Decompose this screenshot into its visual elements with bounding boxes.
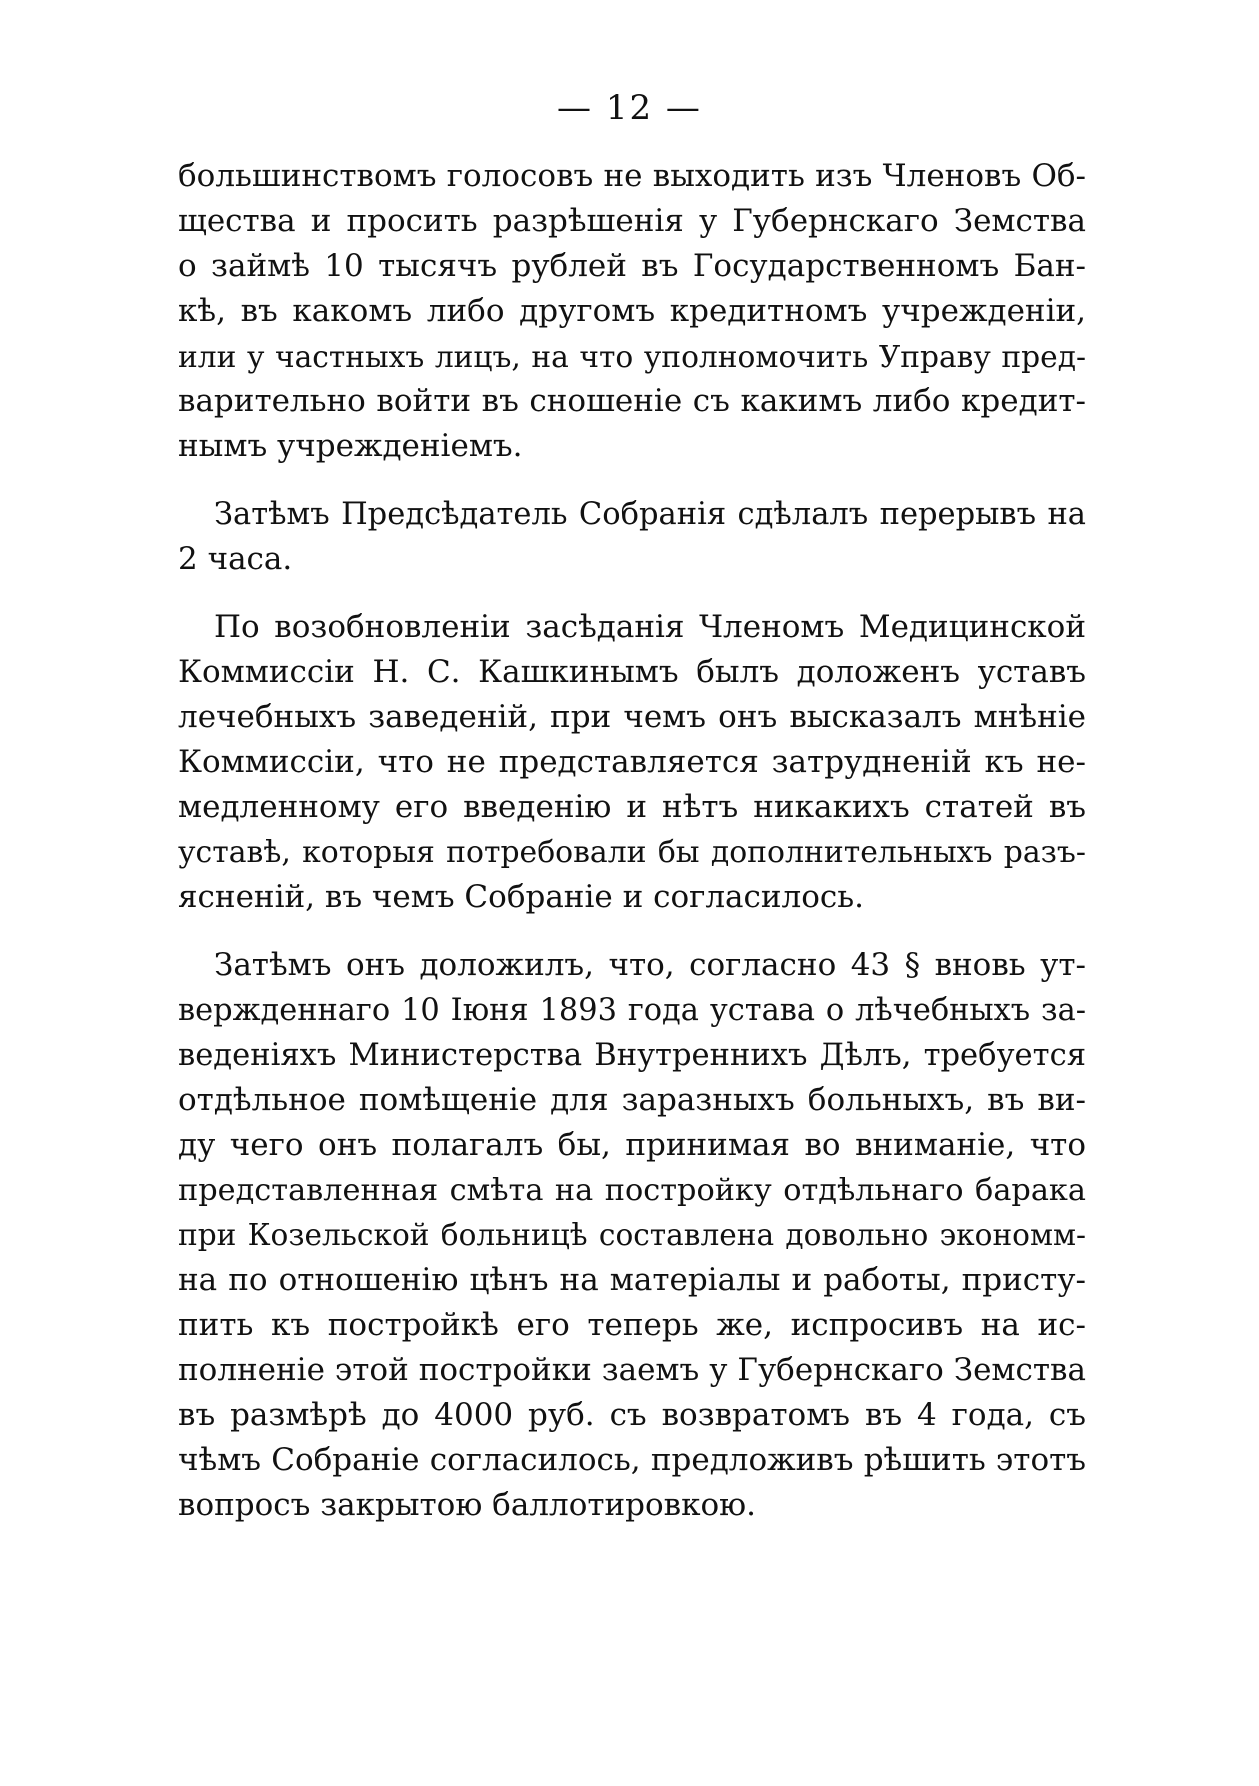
text-line: большинствомъ голосовъ не выходить изъ Членовъ Об- xyxy=(178,158,1086,194)
text-line: при Козельской больницѣ составлена довольно экономм- xyxy=(178,1218,1086,1252)
body-text xyxy=(178,154,1086,1528)
text-line: лечебныхъ заведеній, при чемъ онъ высказалъ мнѣніе xyxy=(178,699,1086,735)
text-line: ду чего онъ полагалъ бы, принимая во вниманіе, что xyxy=(178,1127,1086,1163)
text-line: представленная смѣта на постройку отдѣльнаго барака xyxy=(178,1173,1086,1208)
text-line: Коммиссіи, что не представляется затрудненій къ не- xyxy=(178,744,1086,780)
text-line: вопросъ закрытою баллотировкою. xyxy=(178,1487,757,1523)
paragraph-1 xyxy=(178,154,1086,469)
text-line: 2 часа. xyxy=(178,541,293,577)
text-line: полненіе этой постройки заемъ у Губернскаго Земства xyxy=(178,1352,1086,1388)
text-line: ясненій, въ чемъ Собраніе и согласилось. xyxy=(178,879,865,915)
text-line: на по отношенію цѣнъ на матеріалы и работы, присту- xyxy=(178,1262,1086,1298)
text-line: Затѣмъ онъ доложилъ, что, согласно 43 § вновь ут- xyxy=(214,947,1086,983)
text-line: уставѣ, которыя потребовали бы дополнительныхъ разъ- xyxy=(178,835,1086,870)
text-line: По возобновленіи засѣданія Членомъ Медицинской xyxy=(214,609,1086,645)
text-line: вержденнаго 10 Іюня 1893 года устава о лѣчебныхъ за- xyxy=(178,993,1086,1028)
page-number: — 12 — xyxy=(557,88,702,128)
text-line: варительно войти въ сношеніе съ какимъ либо кредит- xyxy=(178,383,1086,419)
text-line: нымъ учрежденіемъ. xyxy=(178,428,523,464)
text-line: Коммиссіи Н. С. Кашкинымъ былъ доложенъ уставъ xyxy=(178,654,1086,690)
text-line: чѣмъ Собраніе согласилось, предложивъ рѣшить этотъ xyxy=(178,1442,1086,1478)
paragraph-2 xyxy=(178,492,1086,582)
paragraph-4 xyxy=(178,943,1086,1528)
text-line: веденіяхъ Министерства Внутреннихъ Дѣлъ, требуется xyxy=(178,1038,1086,1073)
text-line: отдѣльное помѣщеніе для заразныхъ больныхъ, въ ви- xyxy=(178,1082,1086,1118)
text-line: Затѣмъ Предсѣдатель Собранія сдѣлалъ перерывъ на xyxy=(214,497,1086,532)
text-line: пить къ постройкѣ его теперь же, испросивъ на ис- xyxy=(178,1307,1086,1343)
text-line: о займѣ 10 тысячъ рублей въ Государственномъ Бан- xyxy=(178,248,1086,284)
paragraph-3 xyxy=(178,605,1086,920)
text-line: кѣ, въ какомъ либо другомъ кредитномъ учрежденіи, xyxy=(178,293,1086,329)
text-line: щества и просить разрѣшенія у Губернскаго Земства xyxy=(178,203,1086,239)
text-line: медленному его введенію и нѣтъ никакихъ статей въ xyxy=(178,789,1086,825)
text-line: или у частныхъ лицъ, на что уполномочить Управу пред- xyxy=(178,339,1086,374)
text-line: въ размѣрѣ до 4000 руб. съ возвратомъ въ 4 года, съ xyxy=(178,1397,1086,1433)
